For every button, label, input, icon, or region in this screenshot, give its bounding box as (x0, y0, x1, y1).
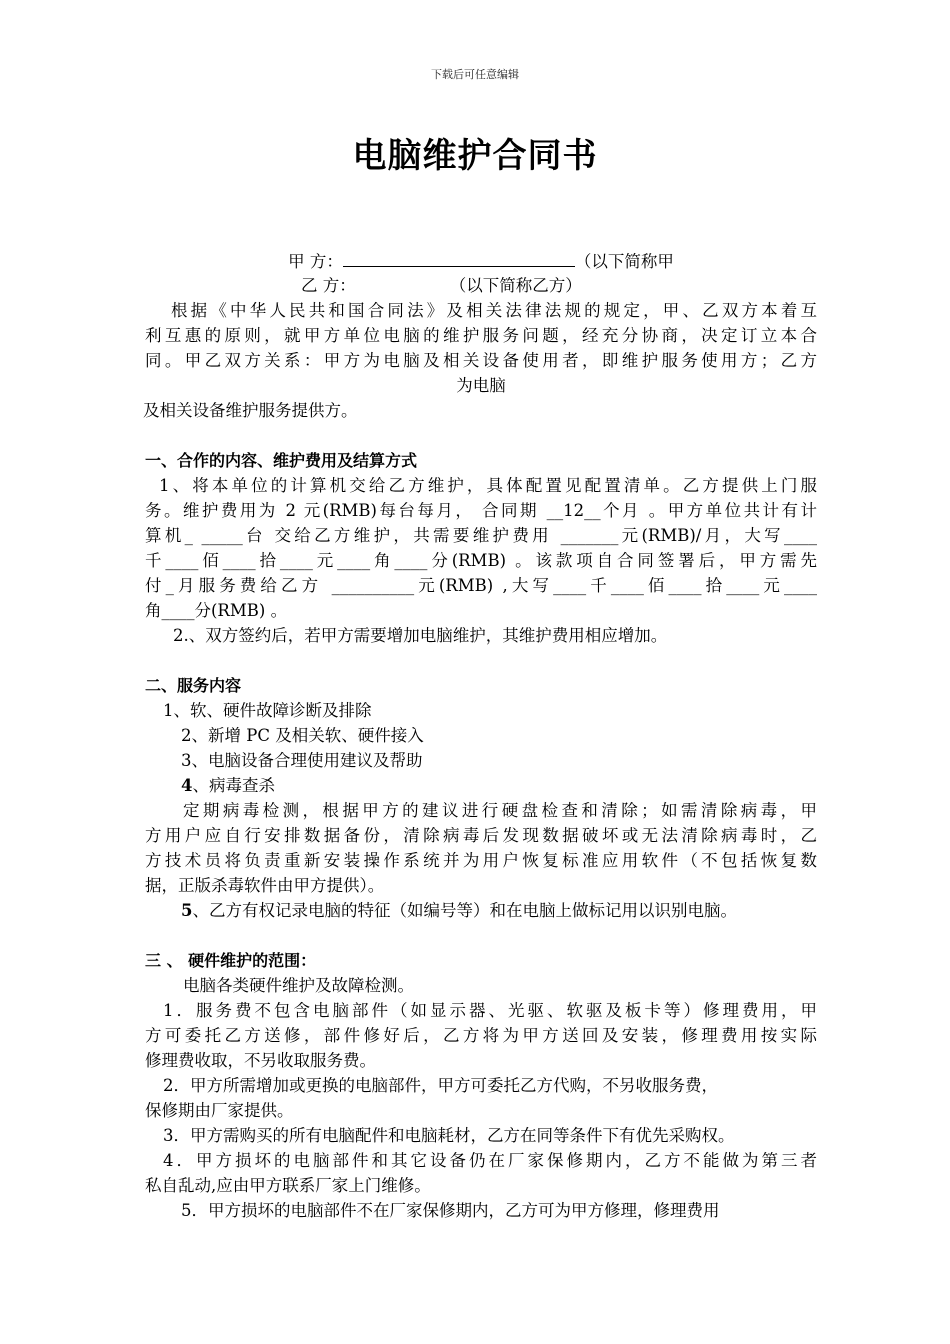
hardware-line: 方可委托乙方送修，部件修好后，乙方将为甲方送回及安装，修理费用按实际 (145, 1026, 817, 1045)
service-item-5-text: 、乙方有权记录电脑的特征（如编号等）和在电脑上做标记用以识别电脑。 (192, 901, 737, 920)
virus-detail-line: 方用户应自行安排数据备份，清除病毒后发现数据破坏或无法清除病毒时，乙 (145, 826, 817, 845)
section-1-item-2: 2.、双方签约后，若甲方需要增加电脑维护，其维护费用相应增加。 (173, 626, 668, 645)
intro-line: 及相关设备维护服务提供方。 (143, 401, 358, 420)
party-a-suffix: （以下简称甲 (574, 252, 674, 271)
hardware-line: 1．服务费不包含电脑部件（如显示器、光驱、软驱及板卡等）修理费用，甲 (163, 1001, 817, 1020)
section-1-line: 千____佰____拾____元____角____分(RMB) 。该款项自合同签署后，甲方需先 (145, 551, 817, 570)
section-1-line: 算机_ _____台 交给乙方维护，共需要维护费用 _______元(RMB)/月，大写____ (145, 526, 817, 545)
hardware-line: 保修期由厂家提供。 (145, 1101, 294, 1120)
party-b-line (145, 273, 817, 298)
service-item-4-number: 4 (181, 776, 193, 795)
service-item: 2、新增 PC 及相关软、硬件接入 (181, 726, 424, 745)
intro-line: 为电脑 (456, 376, 506, 395)
section-1-line: 付_月服务费给乙方 __________元(RMB) ,大写____千____佰____拾____元____ (145, 576, 817, 595)
section-1-line: 务。维护费用为 2 元(RMB)每台每月， 合同期 __12__个月 。甲方单位共计有计 (145, 501, 817, 520)
section-1-line: 角____分(RMB) 。 (145, 601, 288, 620)
section-1-line: 1、将本单位的计算机交给乙方维护，具体配置见配置清单。乙方提供上门服 (159, 476, 817, 495)
hardware-line: 私自乱动,应由甲方联系厂家上门维修。 (145, 1176, 431, 1195)
service-item-5 (145, 898, 817, 923)
page-header: 下载后可任意编辑 (431, 68, 519, 81)
intro-line: 同。甲乙双方关系：甲方为电脑及相关设备使用者，即维护服务使用方；乙方 (145, 351, 817, 370)
hardware-line: 3．甲方需购买的所有电脑配件和电脑耗材，乙方在同等条件下有优先采购权。 (163, 1126, 735, 1145)
section-3-intro: 电脑各类硬件维护及故障检测。 (183, 976, 414, 995)
virus-detail-line: 据，正版杀毒软件由甲方提供）。 (145, 876, 385, 895)
section-3-heading: 三 、 硬件维护的范围： (145, 951, 317, 970)
party-a-blank (343, 248, 575, 267)
virus-detail-line: 定期病毒检测，根据甲方的建议进行硬盘检查和清除；如需清除病毒，甲 (183, 801, 817, 820)
document-body (145, 248, 817, 1223)
service-item: 1、软、硬件故障诊断及排除 (163, 701, 372, 720)
party-a-label: 甲 方： (288, 252, 343, 271)
hardware-line: 4．甲方损坏的电脑部件和其它设备仍在厂家保修期内，乙方不能做为第三者 (163, 1151, 817, 1170)
service-item: 3、电脑设备合理使用建议及帮助 (181, 751, 423, 770)
section-1-heading: 一、合作的内容、维护费用及结算方式 (145, 451, 418, 470)
party-b-label: 乙 方： (301, 276, 356, 295)
document-title: 电脑维护合同书 (352, 136, 598, 176)
hardware-line: 2．甲方所需增加或更换的电脑部件，甲方可委托乙方代购，不另收服务费， (163, 1076, 718, 1095)
virus-detail-line: 方技术员将负责重新安装操作系统并为用户恢复标准应用软件（不包括恢复数 (145, 851, 817, 870)
hardware-line: 5．甲方损坏的电脑部件不在厂家保修期内，乙方可为甲方修理，修理费用 (181, 1201, 720, 1220)
section-2-heading: 二、服务内容 (145, 676, 242, 695)
service-item-4 (145, 773, 817, 798)
party-b-suffix: （以下简称乙方） (449, 276, 582, 295)
intro-line: 利互惠的原则，就甲方单位电脑的维护服务问题，经充分协商，决定订立本合 (145, 326, 817, 345)
hardware-line: 修理费收取，不另收取服务费。 (145, 1051, 376, 1070)
party-a-line (145, 248, 817, 273)
intro-line: 根据《中华人民共和国合同法》及相关法律法规的规定，甲、乙双方本着互 (171, 301, 817, 320)
service-item-4-text: 、病毒查杀 (192, 776, 275, 795)
service-item-5-number: 5 (181, 901, 193, 920)
